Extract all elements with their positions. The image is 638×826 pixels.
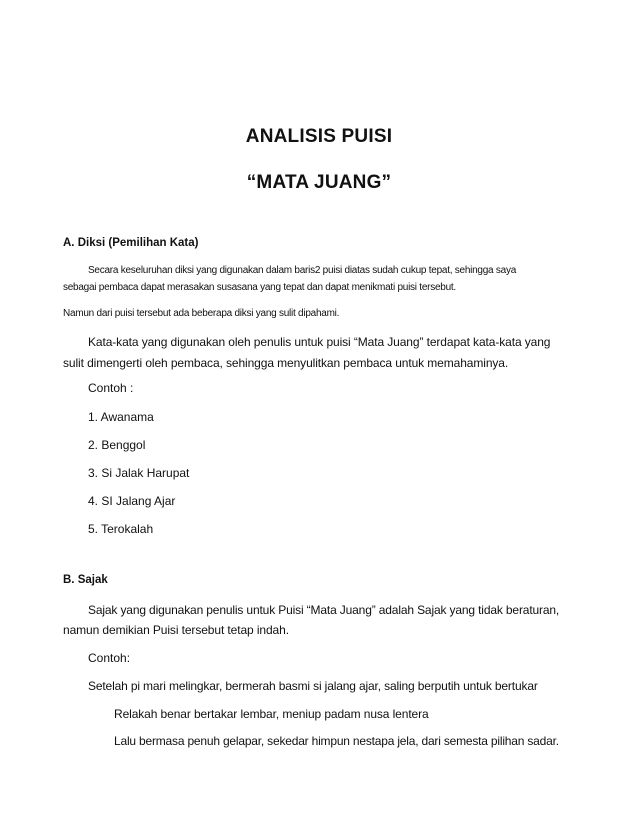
section-a-para1-line1: Secara keseluruhan diksi yang digunakan dalam baris2 puisi diatas sudah cukup tepat, sehingga saya bbox=[88, 265, 517, 276]
section-a-para1-line2: sebagai pembaca dapat merasakan susasana yang tepat dan dapat menikmati puisi tersebut. bbox=[63, 282, 456, 293]
poem-line: Setelah pi mari melingkar, bermerah basmi si jalang ajar, saling berputih untuk bertukar bbox=[88, 679, 538, 693]
section-b-example-label: Contoh: bbox=[88, 651, 131, 665]
document-title: ANALISIS PUISI bbox=[245, 126, 393, 147]
example-item: 5. Terokalah bbox=[88, 522, 154, 536]
document-subtitle: “MATA JUANG” bbox=[246, 172, 392, 193]
section-a-para3-line2: sulit dimengerti oleh pembaca, sehingga menyulitkan pembaca untuk memahaminya. bbox=[63, 356, 509, 370]
section-a-heading: A. Diksi (Pemilihan Kata) bbox=[63, 237, 199, 249]
example-item: 2. Benggol bbox=[88, 438, 146, 452]
poem-line: Relakah benar bertakar lembar, meniup padam nusa lentera bbox=[114, 707, 429, 721]
section-b-para1-line2: namun demikian Puisi tersebut tetap indah. bbox=[63, 623, 289, 637]
poem-line: Lalu bermasa penuh gelapar, sekedar himpun nestapa jela, dari semesta pilihan sadar. bbox=[114, 734, 559, 748]
section-b-para1-line1: Sajak yang digunakan penulis untuk Puisi “Mata Juang” adalah Sajak yang tidak beraturan, bbox=[88, 603, 560, 617]
section-a-para2: Namun dari puisi tersebut ada beberapa diksi yang sulit dipahami. bbox=[63, 308, 340, 319]
example-item: 3. Si Jalak Harupat bbox=[88, 466, 190, 480]
example-item: 4. SI Jalang Ajar bbox=[88, 494, 176, 508]
section-a-para3-line1: Kata-kata yang digunakan oleh penulis untuk puisi “Mata Juang” terdapat kata-kata yang bbox=[88, 335, 551, 349]
example-item: 1. Awanama bbox=[88, 410, 154, 424]
section-a-example-label: Contoh : bbox=[88, 381, 134, 395]
section-b-heading: B. Sajak bbox=[63, 574, 108, 586]
